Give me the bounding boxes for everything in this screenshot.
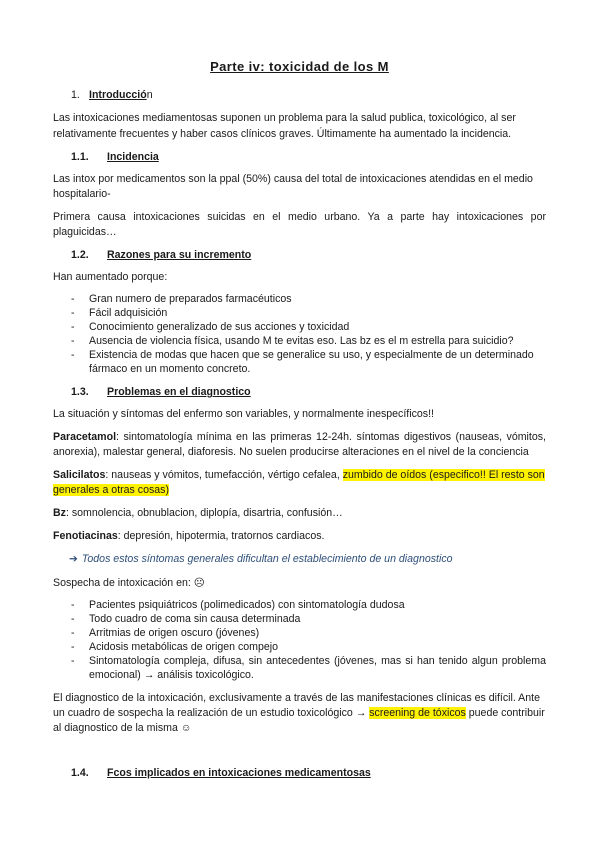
section-heading-text: Fcos implicados en intoxicaciones medicamentosas — [107, 767, 371, 780]
list-item: - Ausencia de violencia física, usando M te evitas eso. Las bz es el m estrella para suicidio? — [53, 334, 546, 348]
list-item: - Arritmias de origen oscuro (jóvenes) — [53, 626, 546, 640]
problemas-intro: La situación y síntomas del enfermo son variables, y normalmente inespecíficos!! — [53, 408, 434, 421]
salicilatos-label: Salicilatos — [53, 469, 106, 482]
list-item: - Pacientes psiquiátricos (polimedicados) con sintomatología dudosa — [53, 598, 546, 612]
list-item: - Todo cuadro de coma sin causa determinada — [53, 612, 546, 626]
section-heading-fcos — [53, 766, 546, 781]
sospecha-list — [53, 598, 546, 682]
intro-paragraph: Las intoxicaciones mediamentosas suponen un problema para la salud publica, toxicológico, al ser relativamente frecuentes y haber casos clínicos graves. Últimamente ha aumentado la incidencia. — [53, 112, 516, 140]
document-content — [53, 58, 546, 788]
closing-highlight: screening de tóxicos — [369, 707, 466, 720]
salicilatos-paragraph — [53, 468, 546, 498]
section-heading-intro — [53, 88, 546, 103]
fenotiacinas-label: Fenotiacinas — [53, 530, 118, 543]
fenotiacinas-paragraph — [53, 529, 546, 544]
section-heading-razones — [53, 248, 546, 263]
section-heading-text: Introducció — [89, 89, 147, 102]
section-number: 1. — [71, 89, 80, 102]
paracetamol-text: : sintomatología mínima en las primeras 12-24h. síntomas digestivos (nauseas, vómitos, anorexia), malestar general, diaforesis. No suelen producirse alteraciones en el nivel de la conciencia — [53, 431, 546, 459]
razones-list — [53, 292, 546, 376]
closing-rest: puede contribuir al diagnostico de la misma ☺ — [53, 707, 545, 735]
arrow-note-text: Todos estos síntomas generales dificultan el establecimiento de un diagnostico — [81, 553, 453, 566]
closing-text: El diagnostico de la intoxicación, exclusivamente a través de las manifestaciones clínicas es difícil. Ante un cuadro de sospecha la realización de un estudio toxicológico → — [53, 692, 540, 720]
section-heading-problemas — [53, 385, 546, 400]
list-item: - Acidosis metabólicas de origen compejo — [53, 640, 546, 654]
section-heading-tail: n — [146, 89, 153, 102]
section-heading-incidencia — [53, 150, 546, 165]
section-heading-text: Razones para su incremento — [107, 248, 252, 261]
section-number: 1.1. — [71, 150, 89, 163]
section-number: 1.4. — [71, 767, 89, 780]
section-heading-text: Problemas en el diagnostico — [107, 386, 251, 399]
list-item: - Fácil adquisición — [53, 306, 546, 320]
page-title: Parte iv: toxicidad de los M — [210, 59, 389, 74]
sospecha-intro: Sospecha de intoxicación en: ☹ — [53, 576, 205, 589]
bz-paragraph — [53, 506, 546, 521]
list-item: - Gran numero de preparados farmacéuticos — [53, 292, 546, 306]
section-number: 1.2. — [71, 248, 89, 261]
fenotiacinas-text: : depresión, hipotermia, tratornos cardiacos. — [117, 530, 325, 543]
paracetamol-label: Paracetamol — [53, 431, 117, 444]
incidencia-paragraph-2: Primera causa intoxicaciones suicidas en el medio urbano. Ya a parte hay intoxicaciones por plaguicidas… — [53, 210, 546, 238]
list-item: - Sintomatología compleja, difusa, sin antecedentes (jóvenes, mas si han tenido algun problema emocional) → análisis toxicológico. — [53, 654, 546, 682]
arrow-note — [53, 552, 546, 567]
section-heading-text: Incidencia — [107, 150, 159, 163]
bz-text: : somnolencia, obnublacion, diplopía, disartria, confusión… — [65, 507, 343, 520]
arrow-right-icon: ➔ — [69, 553, 78, 566]
closing-paragraph — [53, 691, 546, 736]
bz-label: Bz — [53, 507, 66, 520]
spacer — [53, 744, 546, 758]
paracetamol-paragraph — [53, 430, 546, 460]
razones-intro: Han aumentado porque: — [53, 270, 168, 283]
list-item: - Existencia de modas que hacen que se generalice su uso, y especialmente de un determinado fármaco en un momento concreto. — [53, 348, 546, 376]
salicilatos-text: : nauseas y vómitos, tumefacción, vértigo cefalea, — [105, 469, 343, 482]
salicilatos-highlight: zumbido de oídos (especifico!! El resto son generales a otras cosas) — [53, 469, 545, 497]
incidencia-paragraph-1: Las intox por medicamentos son la ppal (50%) causa del total de intoxicaciones atendidas en el medio hospitalario- — [53, 172, 533, 200]
section-number: 1.3. — [71, 386, 89, 399]
list-item: - Conocimiento generalizado de sus acciones y toxicidad — [53, 320, 546, 334]
